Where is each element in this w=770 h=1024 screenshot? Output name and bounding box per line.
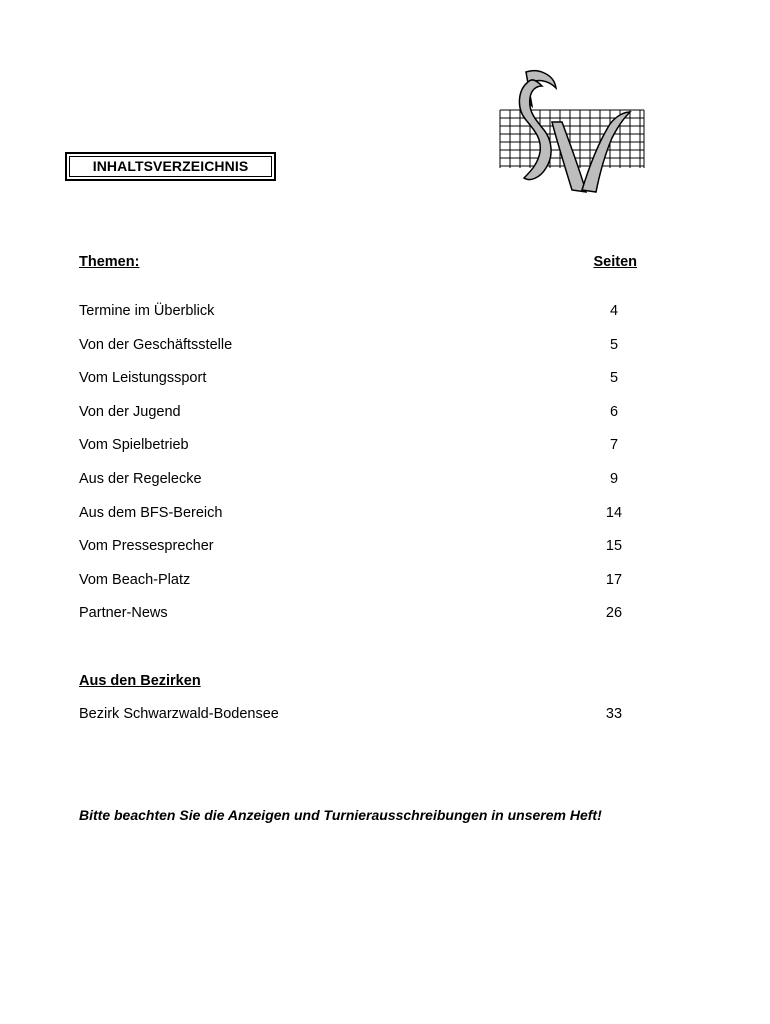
- toc-entry: [0, 537, 770, 555]
- toc-entry-page: 26: [605, 605, 623, 621]
- toc-entry: [0, 369, 770, 387]
- toc-entry-topic: Aus dem BFS-Bereich: [79, 505, 223, 521]
- toc-entry-page: 17: [605, 572, 623, 588]
- toc-entry-topic: Vom Leistungssport: [79, 370, 207, 386]
- pages-column-header: Seiten: [593, 254, 637, 270]
- toc-entry-page: 5: [609, 370, 619, 386]
- toc-entry: [0, 403, 770, 421]
- districts-heading: Aus den Bezirken: [79, 673, 201, 689]
- toc-entry-topic: Vom Spielbetrieb: [79, 437, 189, 453]
- toc-entry-page: 5: [609, 337, 619, 353]
- toc-entry-page: 9: [609, 471, 619, 487]
- logo-letter-v: [552, 112, 630, 192]
- toc-entry-topic: Von der Geschäftsstelle: [79, 337, 233, 353]
- toc-entry: [0, 571, 770, 589]
- toc-entry-topic: Aus der Regelecke: [79, 471, 202, 487]
- toc-entry: [0, 604, 770, 622]
- toc-entry-page: 15: [605, 538, 623, 554]
- toc-entry-topic: Vom Pressesprecher: [79, 538, 214, 554]
- advertisement-note: Bitte beachten Sie die Anzeigen und Turnierausschreibungen in unserem Heft!: [79, 807, 602, 823]
- toc-entry: [0, 504, 770, 522]
- toc-entry: [0, 302, 770, 320]
- district-entry: [0, 705, 770, 723]
- toc-entry-page: 4: [609, 303, 619, 319]
- toc-entry-topic: Von der Jugend: [79, 404, 181, 420]
- toc-entry: [0, 336, 770, 354]
- toc-entry-topic: Partner-News: [79, 605, 168, 621]
- toc-entry-page: 6: [609, 404, 619, 420]
- toc-entry-page: 7: [609, 437, 619, 453]
- district-entry-topic: Bezirk Schwarzwald-Bodensee: [79, 706, 279, 722]
- toc-entry-page: 14: [605, 505, 623, 521]
- sv-logo: [496, 68, 652, 196]
- district-entry-page: 33: [605, 706, 623, 722]
- toc-entry: [0, 436, 770, 454]
- toc-entry-topic: Termine im Überblick: [79, 303, 215, 319]
- toc-title: INHALTSVERZEICHNIS: [92, 158, 249, 174]
- toc-title-box: [65, 152, 276, 181]
- toc-entry: [0, 470, 770, 488]
- toc-entry-topic: Vom Beach-Platz: [79, 572, 191, 588]
- logo-letter-s: [519, 71, 556, 180]
- topics-column-header: Themen:: [79, 254, 140, 270]
